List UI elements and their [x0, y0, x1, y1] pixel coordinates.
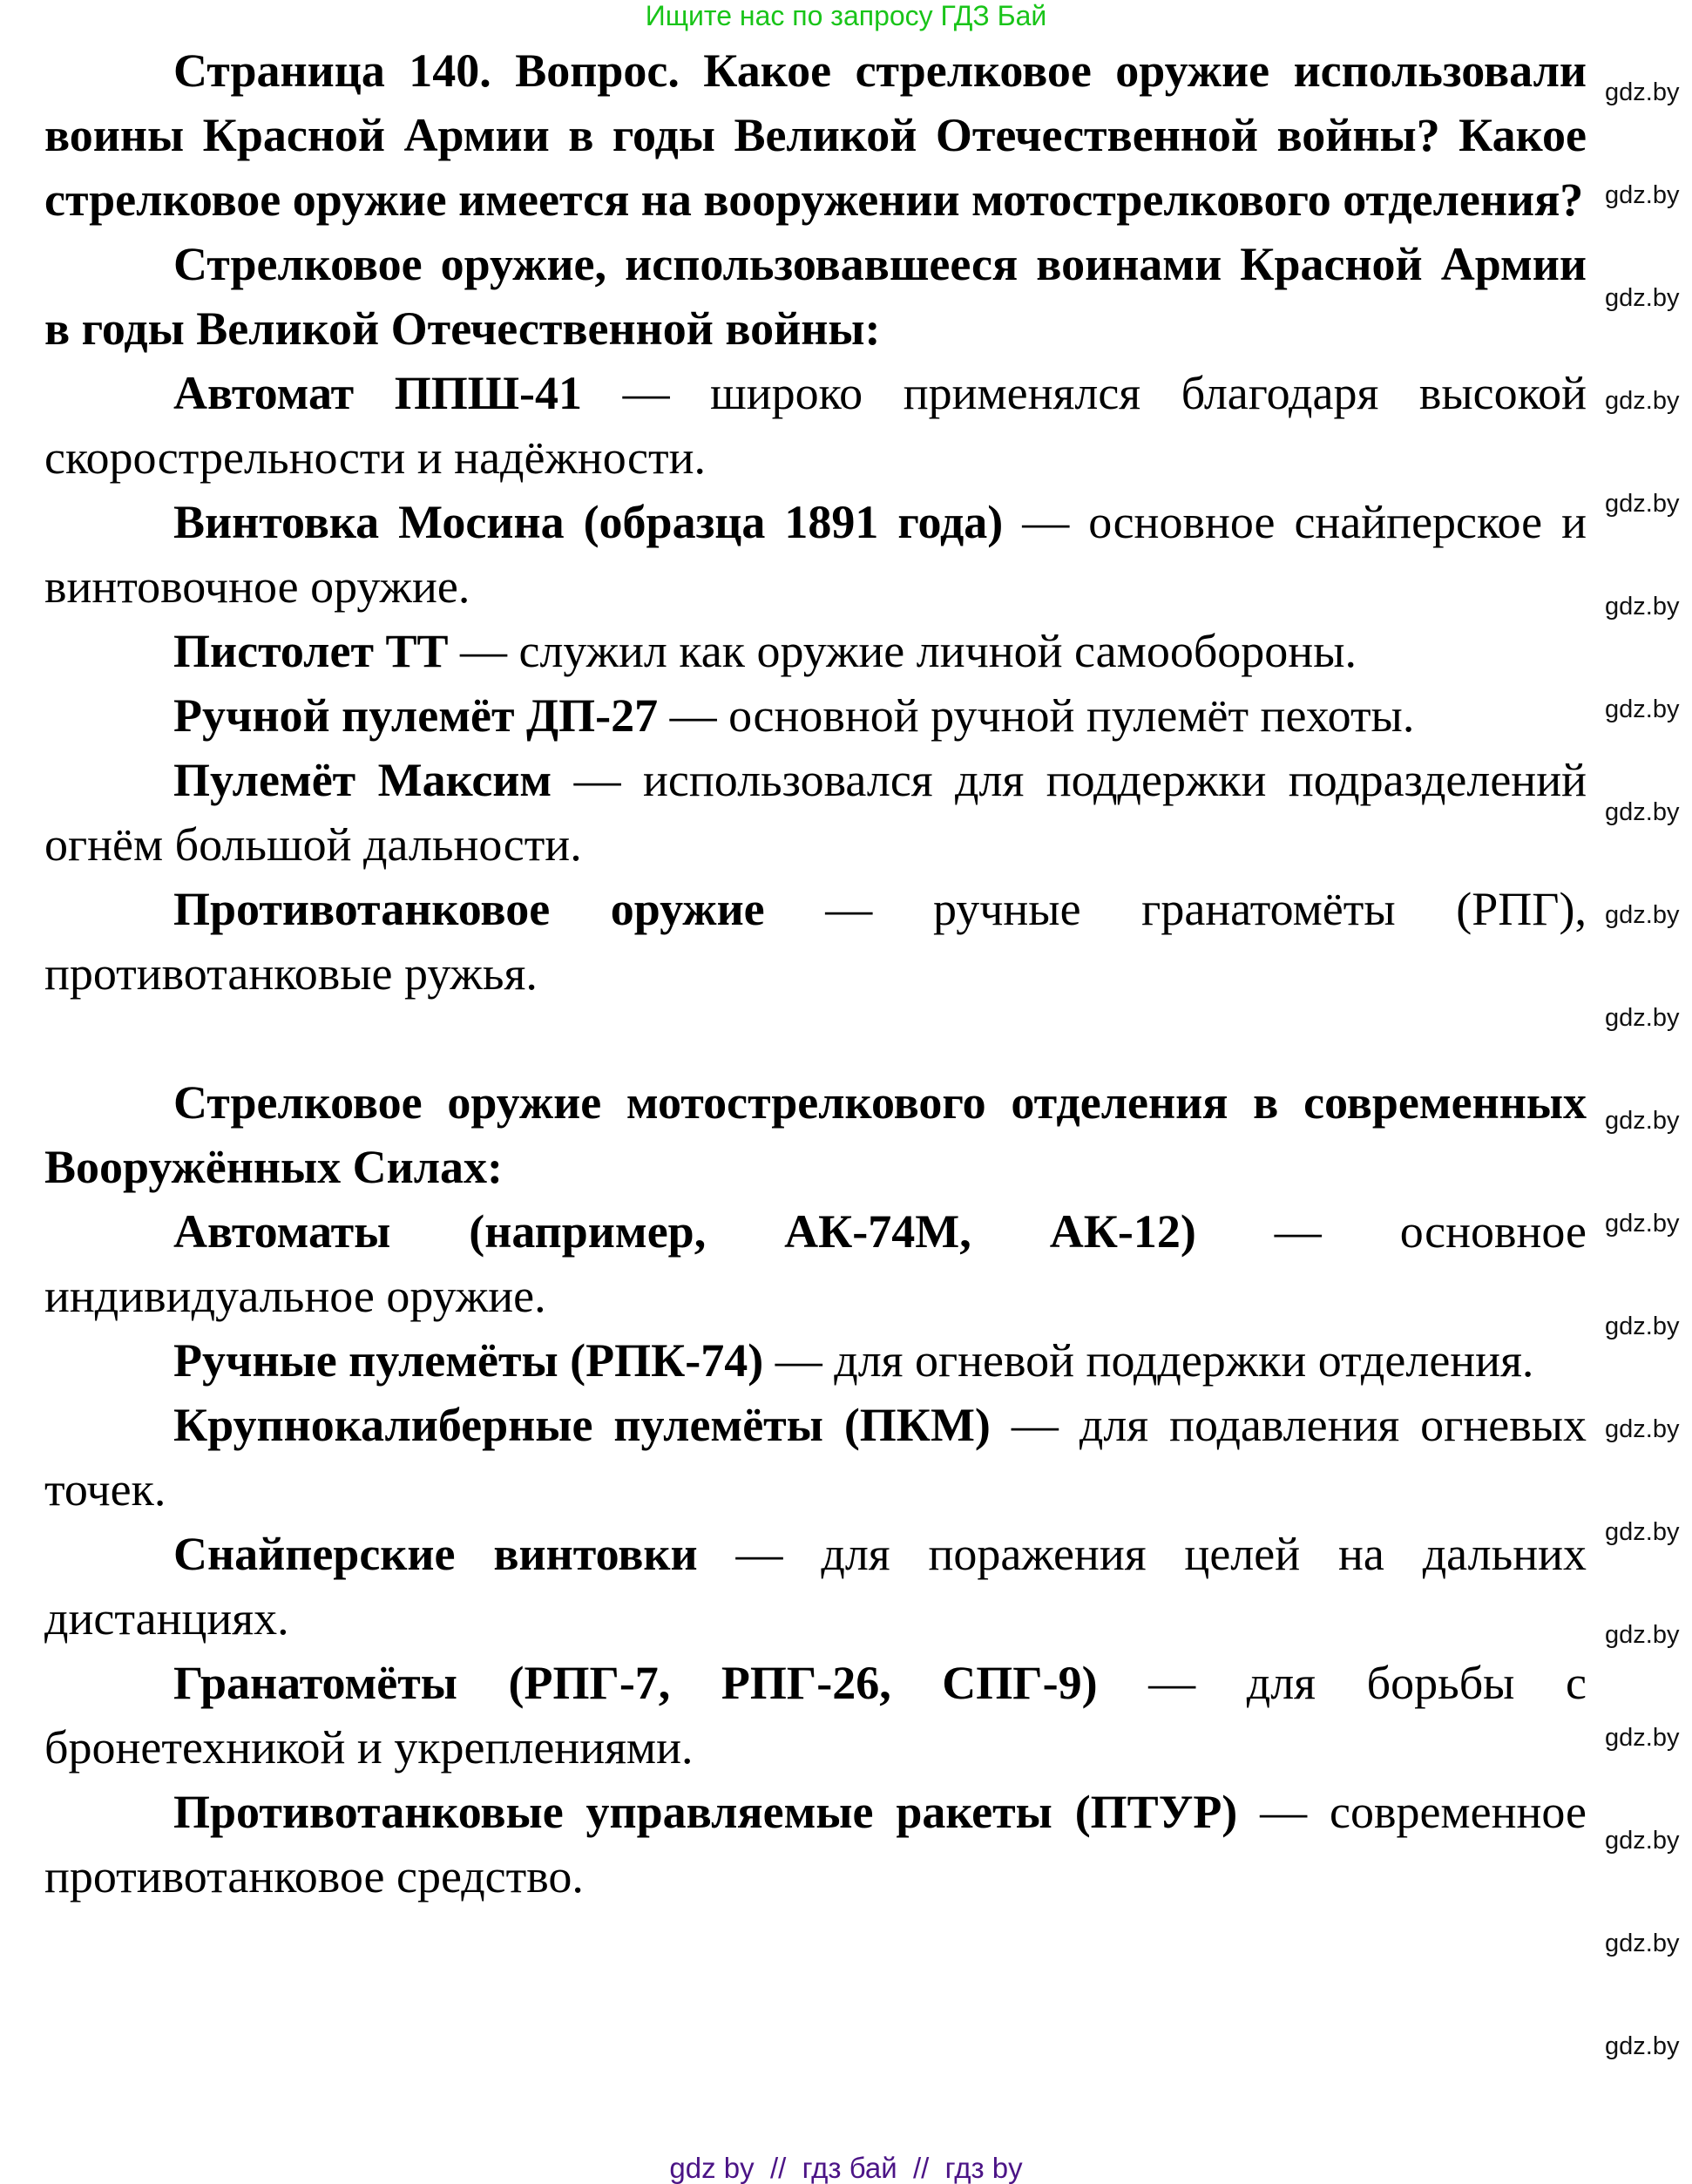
search-banner: Ищите нас по запросу ГДЗ Бай: [645, 0, 1047, 31]
item-desc: — основное снайперское и винтовочное оружие.: [44, 496, 1587, 613]
item-title: Пистолет ТТ: [173, 625, 449, 677]
item-title: Противотанковые управляемые ракеты (ПТУР): [173, 1786, 1238, 1838]
item-title: Автоматы (например, АК-74М, АК-12): [173, 1205, 1196, 1258]
heading-text: Стрелковое оружие мотострелкового отделения в современных Вооружённых Силах:: [44, 1076, 1587, 1193]
footer-links: gdz by // гдз бай // гдз by: [669, 2152, 1023, 2184]
watermark-text: gdz.by: [1605, 1210, 1680, 1238]
item-desc: — для подавления огневых точек.: [44, 1399, 1587, 1516]
list-item: [44, 1199, 1587, 1328]
list-item: [44, 1651, 1587, 1780]
item-desc: — для поражения целей на дальних дистанциях.: [44, 1528, 1587, 1645]
watermark-text: gdz.by: [1605, 490, 1680, 518]
watermark-text: gdz.by: [1605, 1827, 1680, 1855]
watermark-text: gdz.by: [1605, 181, 1680, 209]
list-item: [44, 1393, 1587, 1522]
list-item: [44, 748, 1587, 877]
watermark-text: gdz.by: [1605, 78, 1680, 106]
watermark-text: gdz.by: [1605, 1312, 1680, 1340]
item-title: Автомат ППШ-41: [173, 367, 583, 419]
item-title: Крупнокалиберные пулемёты (ПКМ): [173, 1399, 991, 1451]
item-desc: — широко применялся благодаря высокой скорострельности и надёжности.: [44, 367, 1587, 484]
watermark-text: gdz.by: [1605, 1004, 1680, 1032]
watermark-text: gdz.by: [1605, 1621, 1680, 1649]
answer-text: [44, 38, 1587, 1909]
watermark-text: gdz.by: [1605, 2032, 1680, 2060]
list-item: [44, 1328, 1587, 1393]
heading-text: Стрелковое оружие, использовавшееся воинами Красной Армии в годы Великой Отечественной войны:: [44, 238, 1587, 355]
list-item: [44, 1780, 1587, 1909]
list-item: [44, 361, 1587, 490]
list-item: [44, 619, 1587, 683]
list-item: [44, 683, 1587, 748]
watermark-text: gdz.by: [1605, 1107, 1680, 1135]
item-desc: — основное индивидуальное оружие.: [44, 1205, 1587, 1322]
watermark-text: gdz.by: [1605, 284, 1680, 312]
item-title: Ручные пулемёты (РПК-74): [173, 1334, 764, 1387]
list-item: [44, 490, 1587, 619]
item-desc: — современное противотанковое средство.: [44, 1786, 1587, 1903]
watermark-text: gdz.by: [1605, 593, 1680, 621]
item-title: Снайперские винтовки: [173, 1528, 698, 1580]
item-desc: — ручные гранатомёты (РПГ), противотанковые ружья.: [44, 883, 1587, 1000]
watermark-text: gdz.by: [1605, 1724, 1680, 1752]
watermark-text: gdz.by: [1605, 387, 1680, 415]
question-paragraph: [44, 38, 1587, 232]
question-text: Страница 140. Вопрос. Какое стрелковое оружие использовали воины Красной Армии в годы Великой Отечественной войны? Какое стрелковое оружие имеется на вооружении мотострелкового отделения?: [44, 44, 1587, 226]
item-desc: — служил как оружие личной самообороны.: [448, 625, 1357, 677]
item-title: Ручной пулемёт ДП-27: [173, 689, 659, 742]
list-item: [44, 1522, 1587, 1651]
item-title: Пулемёт Максим: [173, 754, 552, 806]
item-title: Противотанковое оружие: [173, 883, 765, 935]
watermark-text: gdz.by: [1605, 1415, 1680, 1443]
watermark-text: gdz.by: [1605, 798, 1680, 826]
item-desc: — использовался для поддержки подразделений огнём большой дальности.: [44, 754, 1587, 871]
watermark-text: gdz.by: [1605, 695, 1680, 723]
item-desc: — для огневой поддержки отделения.: [763, 1334, 1534, 1387]
item-title: Винтовка Мосина (образца 1891 года): [173, 496, 1004, 548]
item-desc: — для борьбы с бронетехникой и укреплениями.: [44, 1657, 1587, 1774]
watermark-text: gdz.by: [1605, 1930, 1680, 1957]
section-heading-wwii: [44, 232, 1587, 361]
watermark-text: gdz.by: [1605, 1518, 1680, 1546]
item-title: Гранатомёты (РПГ-7, РПГ-26, СПГ-9): [173, 1657, 1098, 1709]
item-desc: — основной ручной пулемёт пехоты.: [658, 689, 1415, 742]
list-item: [44, 877, 1587, 1006]
section-heading-modern: [44, 1070, 1587, 1199]
watermark-text: gdz.by: [1605, 901, 1680, 929]
